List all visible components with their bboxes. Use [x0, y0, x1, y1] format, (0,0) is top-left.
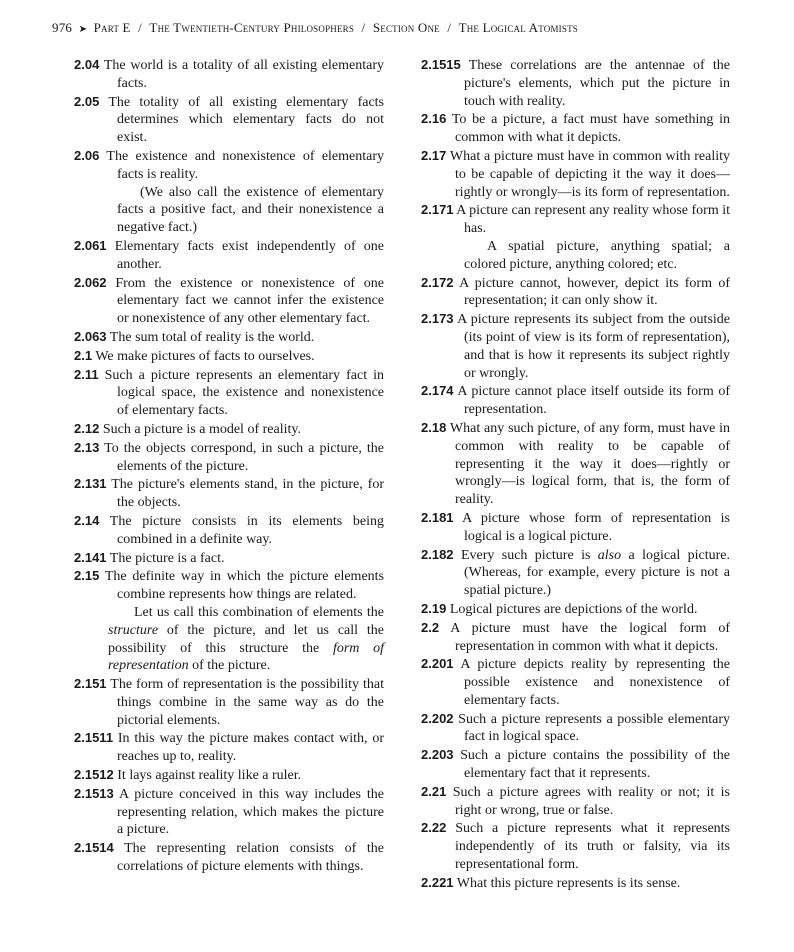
- proposition: 2.1513 A picture conceived in this way includes the representing relation, which makes the picture a picture.: [74, 785, 384, 838]
- diamond-arrow-icon: ➤: [78, 24, 88, 35]
- proposition: 2.172 A picture cannot, however, depict its form of representation; it can only show it.: [421, 274, 730, 309]
- proposition-note: Let us call this combination of elements the structure of the picture, and let us call the possibility of this structure the form of representation of the picture.: [108, 604, 384, 674]
- left-column: [74, 56, 384, 876]
- proposition: 2.12 Such a picture is a model of reality.: [74, 420, 301, 437]
- proposition: 2.131 The picture's elements stand, in the picture, for the objects.: [74, 476, 384, 511]
- proposition: 2.151 The form of representation is the possibility that things combine in the same way as do the pictorial elements.: [74, 676, 385, 728]
- proposition: 2.203 Such a picture contains the possibility of the elementary fact that it represents.: [421, 747, 730, 782]
- proposition: 2.061 Elementary facts exist independently of one another.: [74, 237, 384, 272]
- proposition: 2.05 The totality of all existing elementary facts determines which elementary facts do not exist.: [74, 93, 385, 146]
- proposition: 2.22 Such a picture represents what it represents independently of its truth or falsity, via its representational form.: [421, 820, 730, 873]
- separator: /: [138, 20, 142, 35]
- proposition: 2.201 A picture depicts reality by representing the possible existence and nonexistence of elementary facts.: [421, 656, 730, 708]
- proposition: 2.1 We make pictures of facts to ourselves.: [74, 347, 315, 364]
- proposition: 2.2 A picture must have the logical form of representation in common with what it depicts.: [421, 619, 730, 654]
- proposition: 2.21 Such a picture agrees with reality or not; it is right or wrong, true or false.: [421, 783, 731, 818]
- separator: /: [447, 20, 452, 35]
- proposition: 2.15 The definite way in which the picture elements combine represents how things are related.: [74, 568, 384, 603]
- proposition: 2.063 The sum total of reality is the world.: [74, 328, 315, 345]
- part-label: Part E: [93, 20, 131, 35]
- proposition: 2.181 A picture whose form of representation is logical is a logical picture.: [421, 509, 730, 544]
- proposition: 2.11 Such a picture represents an elementary fact in logical space, the existence and nonexistence of elementary facts.: [74, 366, 385, 419]
- proposition: 2.1511 In this way the picture makes contact with, or reaches up to, reality.: [74, 730, 384, 765]
- proposition: 2.062 From the existence or nonexistence of one elementary fact we cannot infer the existence or nonexistence of any other elementary fact.: [74, 274, 384, 327]
- proposition: 2.18 What any such picture, of any form, must have in common with reality to be capable of representing it the way it does—rightly or wrongly—is logical form, that is, the form of reality.: [421, 419, 730, 508]
- proposition: 2.16 To be a picture, a fact must have something in common with what it depicts.: [421, 111, 730, 146]
- page-number: 976: [52, 20, 73, 35]
- proposition: 2.1515 These correlations are the antennae of the picture's elements, which put the picture in touch with reality.: [421, 57, 731, 109]
- proposition: 2.202 Such a picture represents a possible elementary fact in logical space.: [421, 710, 731, 745]
- proposition: 2.182 Every such picture is also a logical picture. (Whereas, for example, every picture is not a spatial picture.): [421, 546, 730, 599]
- proposition: 2.171 A picture can represent any reality whose form it has.: [421, 202, 730, 237]
- proposition: 2.1514 The representing relation consists of the correlations of picture elements with things.: [74, 840, 384, 875]
- section-title: The Twentieth-Century Philosophers: [149, 20, 355, 35]
- proposition: 2.174 A picture cannot place itself outside its form of representation.: [421, 383, 730, 418]
- proposition-note: (We also call the existence of elementary facts a positive fact, and their nonexistence a negative fact.): [117, 184, 384, 236]
- right-column: [421, 56, 730, 893]
- proposition: 2.14 The picture consists in its elements being combined in a definite way.: [74, 512, 385, 547]
- proposition-note: A spatial picture, anything spatial; a colored picture, anything colored; etc.: [464, 238, 730, 272]
- proposition: 2.04 The world is a totality of all existing elementary facts.: [74, 57, 384, 91]
- proposition: 2.13 To the objects correspond, in such a picture, the elements of the picture.: [74, 439, 384, 474]
- proposition: 2.141 The picture is a fact.: [74, 549, 225, 566]
- running-header: [52, 20, 752, 36]
- proposition: 2.06 The existence and nonexistence of elementary facts is reality.: [74, 147, 384, 182]
- proposition: 2.173 A picture represents its subject from the outside (its point of view is its form of representation), and that is how it represents its subject rightly or wrongly.: [421, 311, 730, 381]
- proposition: 2.1512 It lays against reality like a ruler.: [74, 767, 302, 784]
- chapter-title: The Logical Atomists: [458, 20, 578, 35]
- proposition: 2.17 What a picture must have in common with reality to be capable of depicting it the way it does—rightly or wrongly—is its form of representation.: [421, 147, 731, 200]
- separator: /: [361, 20, 366, 35]
- section-label: Section One: [372, 20, 440, 35]
- proposition: 2.19 Logical pictures are depictions of the world.: [421, 600, 698, 617]
- proposition: 2.221 What this picture represents is its sense.: [421, 874, 681, 891]
